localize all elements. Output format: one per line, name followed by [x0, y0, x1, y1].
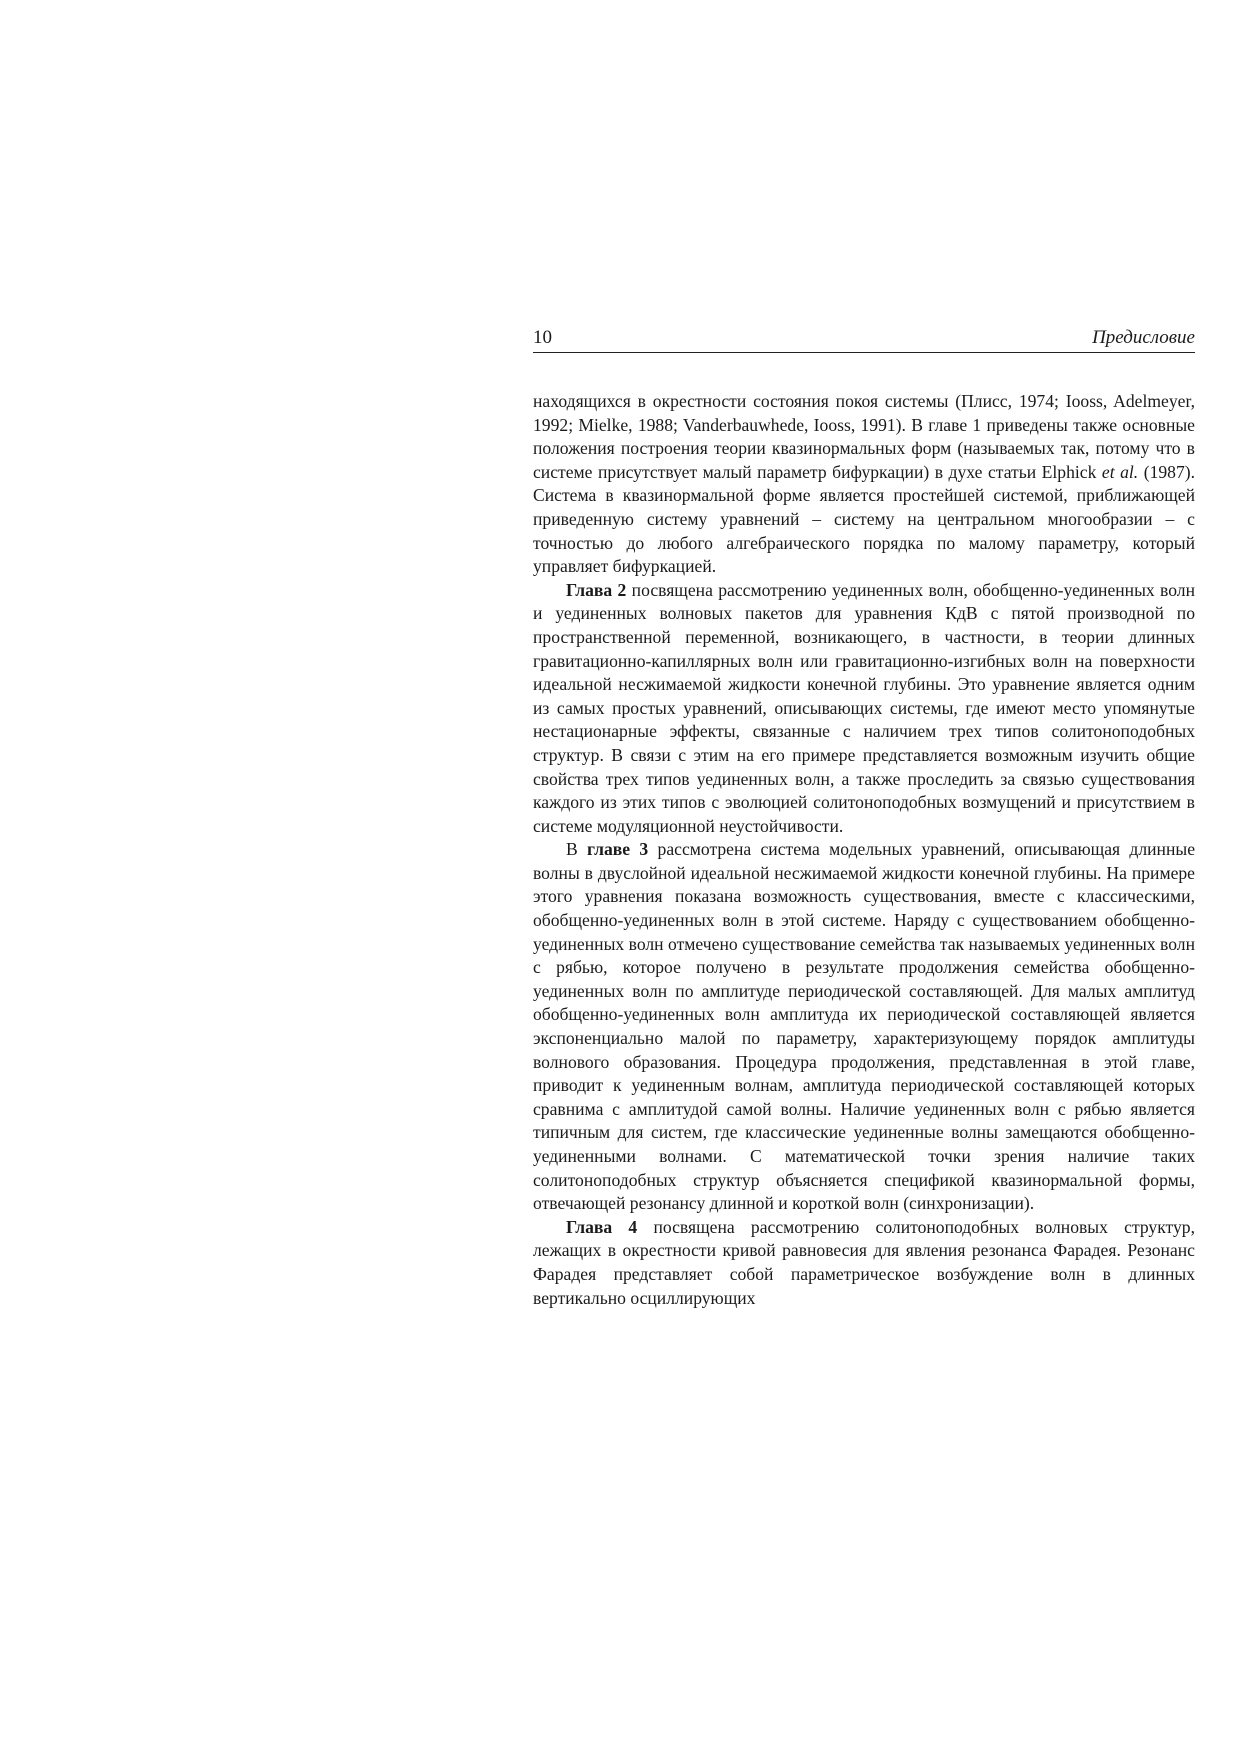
- paragraph-2-text: посвящена рассмотрению уединенных волн, обобщенно-уединенных волн и уединенных волновых пакетов для уравнения КдВ с пятой производной по пространственной переменной, возникающего, в частности, в теории длинных гравитационно-капиллярных волн или гравитационно-изгибных волн на поверхности идеальной несжимаемой жидкости конечной глубины. Это уравнение является одним из самых простых уравнений, описывающих системы, где имеют место упомянутые нестационарные эффекты, связанные с наличием трех типов солитоноподобных структур. В связи с этим на его примере представляется возможным изучить общие свойства трех типов уединенных волн, а также проследить за связью существования каждого из этих типов с эволюцией солитоноподобных возмущений и присутствием в системе модуляционной неустойчивости.: [533, 579, 1196, 836]
- running-head-title: Предисловие: [1092, 327, 1195, 348]
- paragraph-2: [533, 579, 1195, 839]
- paragraph-3-text: рассмотрена система модельных уравнений, описывающая длинные волны в двуслойной идеальной несжимаемой жидкости конечной глубины. На примере этого уравнения показана возможность существования, вместе с классическими, обобщенно-уединенных волн в этой системе. Наряду с существованием обобщенно-уединенных волн отмечено существование семейства так называемых уединенных волн с рябью, которое получено в результате продолжения семейства обобщенно-уединенных волн по амплитуде периодической составляющей. Для малых амплитуд обобщенно-уединенных волн амплитуда их периодической составляющей является экспоненциально малой по параметру, характеризующему порядок амплитуды волнового образования. Процедура продолжения, представленная в этой главе, приводит к уединенным волнам, амплитуда периодической составляющей которых сравнима с амплитудой самой волны. Наличие уединенных волн с рябью является типичным для систем, где классические уединенные волны замещаются обобщенно-уединенными волнами. С математической точки зрения наличие таких солитоноподобных структур объясняется спецификой квазинормальной формы, отвечающей резонансу длинной и короткой волн (синхронизации).: [533, 839, 1196, 1214]
- page-number: 10: [533, 327, 552, 348]
- paragraph-1-text-b: (1987). Система в квазинормальной форме является простейшей системой, приближающей приведенную систему уравнений – систему на центральном многообразии – с точностью до любого алгебраического порядка по малому параметру, который управляет бифуркацией.: [533, 461, 1196, 577]
- chapter-2-label: Глава 2: [566, 579, 627, 600]
- paragraph-4: [533, 1216, 1195, 1310]
- paragraph-1: [533, 390, 1195, 579]
- paragraph-3: [533, 838, 1195, 1216]
- body-text: [533, 390, 1195, 1310]
- chapter-4-label: Глава 4: [566, 1216, 638, 1237]
- paragraph-1-italic: et al.: [1101, 461, 1139, 482]
- chapter-3-label: главе 3: [587, 839, 649, 860]
- running-head: [533, 322, 1195, 353]
- paragraph-4-text: посвящена рассмотрению солитоноподобных волновых структур, лежащих в окрестности кривой равновесия для явления резонанса Фарадея. Резонанс Фарадея представляет собой параметрическое возбуждение волн в длинных вертикально осциллирующих: [533, 1216, 1195, 1308]
- paragraph-1-text-a: находящихся в окрестности состояния покоя системы (Плисс, 1974; Iooss, Adelmeyer, 1992; Mielke, 1988; Vanderbauwhede, Iooss, 1991). В главе 1 приведены также основные положения построения теории квазинормальных форм (называемых так, потому что в системе присутствует малый параметр бифуркации) в духе статьи Elphick: [533, 391, 1195, 482]
- book-page: [533, 322, 1195, 1310]
- paragraph-3-lead: В: [566, 839, 588, 860]
